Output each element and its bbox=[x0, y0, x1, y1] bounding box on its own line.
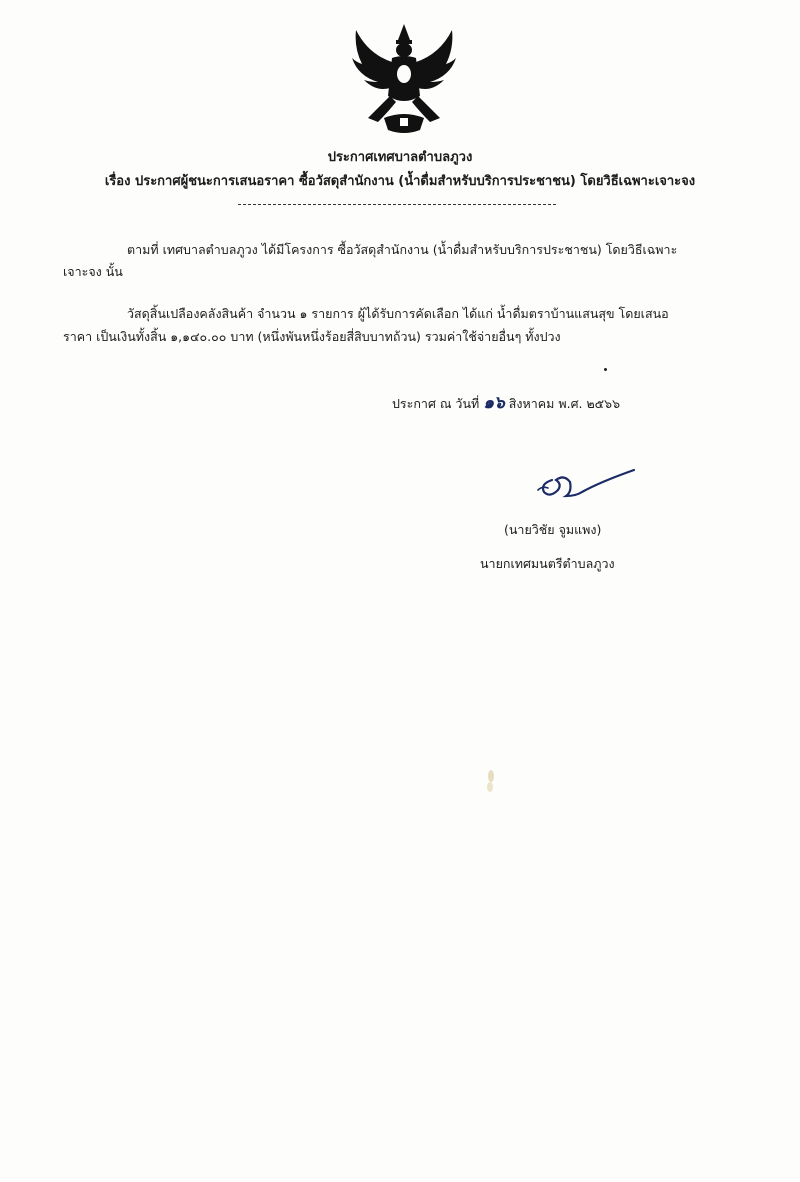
announcement-date bbox=[392, 389, 620, 416]
divider bbox=[238, 204, 556, 205]
announcement-title: ประกาศเทศบาลตำบลภูวง bbox=[327, 150, 473, 165]
date-prefix: ประกาศ ณ วันที่ bbox=[392, 396, 484, 411]
ink-dot bbox=[604, 368, 607, 371]
paragraph-1-line-2: เจาะจง นั้น bbox=[63, 264, 123, 279]
signatory-position: นายกเทศมนตรีตำบลภูวง bbox=[480, 556, 615, 571]
paper-stain bbox=[486, 768, 496, 794]
signature-mark-icon bbox=[530, 466, 640, 500]
paragraph-2-line-2: ราคา เป็นเงินทั้งสิ้น ๑,๑๔๐.๐๐ บาท (หนึ่งพันหนึ่งร้อยสี่สิบบาทถ้วน) รวมค่าใช้จ่ายอื่นๆ ทั้งปวง bbox=[63, 329, 561, 344]
date-day-handwritten: ๑๖ bbox=[483, 393, 505, 413]
paragraph-2-line-1: วัสดุสิ้นเปลืองคลังสินค้า จำนวน ๑ รายการ ผู้ได้รับการคัดเลือก ได้แก่ น้ำดื่มตราบ้านแสนสุข โดยเสนอ bbox=[127, 306, 669, 321]
date-suffix: สิงหาคม พ.ศ. ๒๕๖๖ bbox=[504, 396, 621, 411]
announcement-subject: เรื่อง ประกาศผู้ชนะการเสนอราคา ซื้อวัสดุสำนักงาน (น้ำดื่มสำหรับบริการประชาชน) โดยวิธีเฉพาะเจาะจง bbox=[104, 174, 696, 189]
garuda-emblem-icon bbox=[348, 18, 460, 138]
signatory-name: (นายวิชัย จูมแพง) bbox=[504, 522, 602, 537]
paragraph-1-line-1: ตามที่ เทศบาลตำบลภูวง ได้มีโครงการ ซื้อวัสดุสำนักงาน (น้ำดื่มสำหรับบริการประชาชน) โดยวิธีเฉพาะ bbox=[127, 242, 678, 257]
